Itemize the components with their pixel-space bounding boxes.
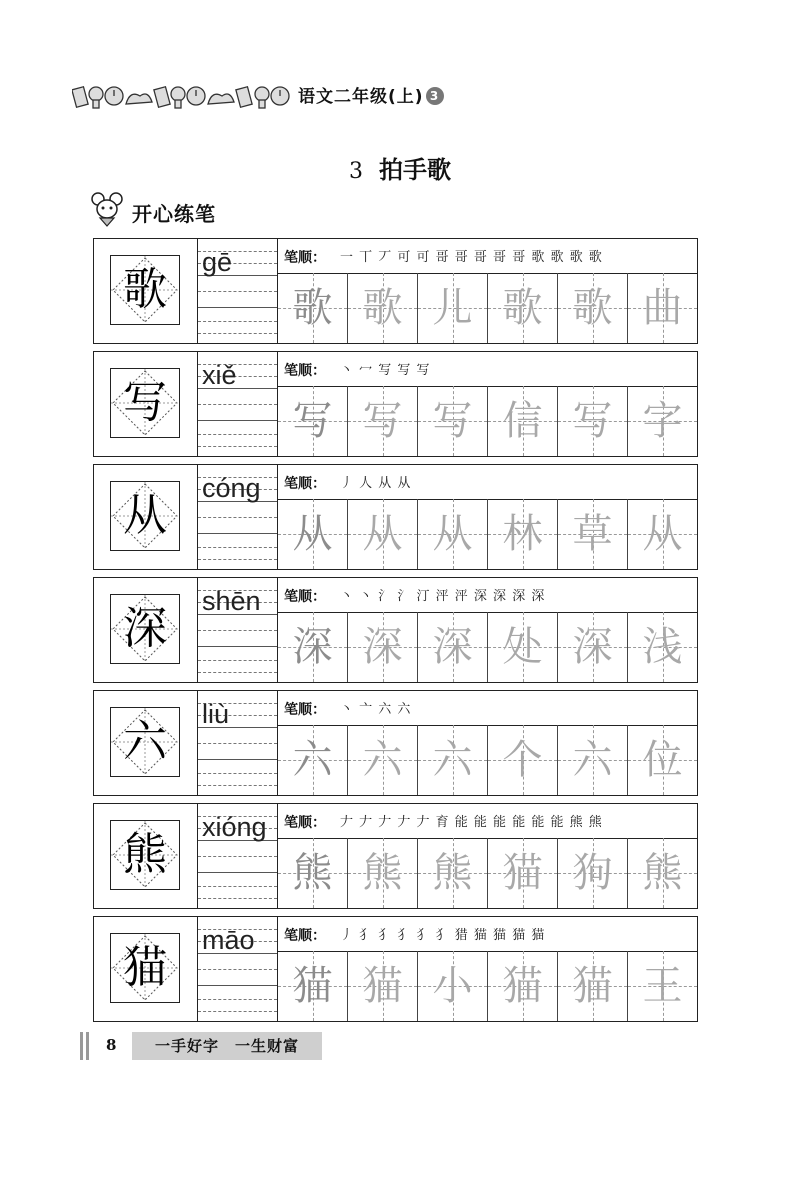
model-character-box — [110, 481, 180, 551]
page-footer — [80, 1032, 320, 1060]
model-character-box — [110, 368, 180, 438]
tracing-cell[interactable] — [418, 725, 488, 795]
practice-row — [93, 238, 698, 344]
pinyin-cell — [198, 804, 278, 908]
model-character-cell — [94, 917, 198, 1021]
tracing-character: 深 — [362, 624, 403, 670]
pinyin-guide-line — [198, 420, 277, 421]
tracing-grid — [278, 273, 697, 343]
stroke-order-label: 笔顺： — [284, 476, 326, 492]
tracing-cell[interactable] — [348, 612, 418, 682]
tracing-cell[interactable] — [628, 386, 697, 456]
tracing-character: 狗 — [572, 850, 613, 896]
pinyin-guide-line — [198, 333, 277, 334]
tracing-character: 六 — [362, 737, 403, 783]
book-title-text: 语文二年级(上) — [298, 87, 424, 107]
tracing-cell[interactable] — [278, 951, 348, 1021]
tracing-grid — [278, 386, 697, 456]
pinyin-guide-line — [198, 559, 277, 560]
practice-area — [278, 465, 697, 569]
practice-rows — [93, 238, 700, 1029]
stroke-order-label: 笔顺： — [284, 928, 326, 944]
tracing-character: 熊 — [642, 850, 683, 896]
tracing-cell[interactable] — [278, 612, 348, 682]
tracing-character: 写 — [572, 398, 613, 444]
tracing-cell[interactable] — [628, 725, 697, 795]
model-character: 歌 — [123, 264, 167, 315]
pinyin-guide-line — [198, 672, 277, 673]
tracing-character: 从 — [432, 511, 473, 557]
pinyin-guide-line — [198, 1011, 277, 1012]
pinyin-guide-line — [198, 743, 277, 744]
pinyin-guide-line — [198, 985, 277, 986]
tracing-character: 写 — [432, 398, 473, 444]
tracing-character: 六 — [292, 737, 333, 783]
stroke-sequence: 丶 亠 六 六 — [340, 702, 412, 717]
tracing-cell[interactable] — [348, 838, 418, 908]
practice-row — [93, 690, 698, 796]
pinyin-guide-line — [198, 291, 277, 292]
pinyin-text: liù — [202, 699, 230, 729]
footer-bar — [80, 1032, 83, 1060]
model-character-cell — [94, 239, 198, 343]
stroke-order — [278, 352, 697, 387]
stroke-sequence: 丶 丶 氵 氵 汀 泙 泙 深 深 深 深 — [340, 589, 546, 604]
tracing-grid — [278, 499, 697, 569]
practice-area — [278, 239, 697, 343]
tracing-cell[interactable] — [488, 725, 558, 795]
practice-row — [93, 803, 698, 909]
practice-row — [93, 464, 698, 570]
tracing-character: 猫 — [362, 963, 403, 1009]
stroke-order — [278, 578, 697, 613]
model-character-cell — [94, 578, 198, 682]
tracing-cell[interactable] — [558, 612, 628, 682]
model-character-cell — [94, 804, 198, 908]
tracing-cell[interactable] — [418, 386, 488, 456]
tracing-cell[interactable] — [488, 612, 558, 682]
stroke-sequence: 𠂇 𠂇 𠂇 𠂇 𠂇 育 能 能 能 能 能 能 熊 熊 — [340, 815, 603, 830]
tracing-character: 曲 — [642, 285, 683, 331]
model-character: 从 — [123, 490, 167, 541]
tracing-cell[interactable] — [488, 499, 558, 569]
tracing-cell[interactable] — [348, 951, 418, 1021]
pinyin-text: xióng — [202, 812, 267, 842]
practice-area — [278, 691, 697, 795]
tracing-cell[interactable] — [278, 386, 348, 456]
tracing-cell[interactable] — [488, 273, 558, 343]
stroke-order-label: 笔顺： — [284, 363, 326, 379]
stroke-order-label: 笔顺： — [284, 815, 326, 831]
tracing-grid — [278, 838, 697, 908]
stroke-order — [278, 917, 697, 952]
section-heading — [90, 188, 290, 232]
tracing-character: 个 — [502, 737, 543, 783]
model-character-box — [110, 594, 180, 664]
book-title — [298, 82, 444, 107]
tracing-character: 六 — [572, 737, 613, 783]
tracing-character: 歌 — [502, 285, 543, 331]
footer-bar — [86, 1032, 89, 1060]
pinyin-guide-line — [198, 517, 277, 518]
tracing-character: 熊 — [292, 850, 333, 896]
tracing-cell[interactable] — [348, 725, 418, 795]
tracing-cell[interactable] — [278, 838, 348, 908]
tracing-cell[interactable] — [348, 499, 418, 569]
tracing-character: 字 — [642, 398, 683, 444]
pinyin-guide-line — [198, 759, 277, 760]
tracing-cell[interactable] — [628, 612, 697, 682]
tracing-character: 信 — [502, 398, 543, 444]
lesson-number: 3 — [349, 159, 363, 184]
model-character-cell — [94, 691, 198, 795]
stroke-sequence: 一 丅 丆 可 可 哥 哥 哥 哥 哥 歌 歌 歌 歌 — [340, 250, 603, 265]
tracing-cell[interactable] — [348, 386, 418, 456]
pinyin-text: cóng — [202, 473, 261, 503]
model-character: 写 — [123, 377, 167, 428]
pinyin-guide-line — [198, 630, 277, 631]
model-character: 深 — [123, 603, 167, 654]
tracing-character: 深 — [292, 624, 333, 670]
tracing-character: 歌 — [292, 285, 333, 331]
book-header — [72, 80, 472, 116]
model-character-box — [110, 933, 180, 1003]
tracing-cell[interactable] — [278, 725, 348, 795]
tracing-cell[interactable] — [488, 951, 558, 1021]
pinyin-guide-line — [198, 660, 277, 661]
model-character: 猫 — [123, 942, 167, 993]
stroke-sequence: 丿 犭 犭 犭 犭 犭 猎 猫 猫 猫 猫 — [340, 928, 546, 943]
tracing-grid — [278, 725, 697, 795]
tracing-character: 熊 — [432, 850, 473, 896]
stroke-order — [278, 465, 697, 500]
tracing-character: 歌 — [572, 285, 613, 331]
pinyin-guide-line — [198, 999, 277, 1000]
decorative-icons-strip — [72, 80, 292, 112]
tracing-character: 写 — [362, 398, 403, 444]
tracing-character: 猫 — [572, 963, 613, 1009]
pinyin-cell — [198, 578, 278, 682]
tracing-cell[interactable] — [628, 838, 697, 908]
tracing-cell[interactable] — [558, 951, 628, 1021]
tracing-character: 深 — [432, 624, 473, 670]
pinyin-cell — [198, 239, 278, 343]
pinyin-text: shēn — [202, 586, 261, 616]
pinyin-guide-line — [198, 886, 277, 887]
pinyin-cell — [198, 465, 278, 569]
tracing-character: 浅 — [642, 624, 683, 670]
tracing-cell[interactable] — [558, 386, 628, 456]
practice-row — [93, 351, 698, 457]
decorative-icons — [72, 80, 292, 112]
pinyin-guide-line — [198, 785, 277, 786]
pinyin-text: māo — [202, 925, 255, 955]
tracing-character: 深 — [572, 624, 613, 670]
tracing-character: 处 — [502, 624, 543, 670]
model-character: 熊 — [123, 829, 167, 880]
tracing-cell[interactable] — [558, 838, 628, 908]
tracing-cell[interactable] — [278, 273, 348, 343]
pinyin-guide-line — [198, 547, 277, 548]
pinyin-cell — [198, 917, 278, 1021]
pinyin-guide-line — [198, 434, 277, 435]
section-title: 开心练笔 — [132, 202, 216, 226]
tracing-character: 写 — [292, 398, 333, 444]
tracing-cell[interactable] — [558, 273, 628, 343]
tracing-character: 猫 — [502, 963, 543, 1009]
tracing-cell[interactable] — [418, 951, 488, 1021]
pinyin-text: gē — [202, 247, 233, 277]
tracing-cell[interactable] — [628, 499, 697, 569]
tracing-cell[interactable] — [628, 273, 697, 343]
pinyin-guide-line — [198, 646, 277, 647]
tracing-character: 猫 — [502, 850, 543, 896]
pinyin-guide-line — [198, 307, 277, 308]
stroke-order-label: 笔顺： — [284, 250, 326, 266]
tracing-cell[interactable] — [558, 725, 628, 795]
stroke-order — [278, 804, 697, 839]
pinyin-guide-line — [198, 446, 277, 447]
tracing-character: 草 — [572, 511, 613, 557]
tracing-cell[interactable] — [348, 273, 418, 343]
tracing-grid — [278, 612, 697, 682]
tracing-character: 王 — [642, 963, 683, 1009]
tracing-character: 从 — [642, 511, 683, 557]
tracing-character: 位 — [642, 737, 683, 783]
tracing-character: 熊 — [362, 850, 403, 896]
tracing-character: 儿 — [432, 285, 473, 331]
model-character-cell — [94, 352, 198, 456]
tracing-cell[interactable] — [278, 499, 348, 569]
footer-motto: 一手好字 一生财富 — [132, 1032, 322, 1060]
practice-row — [93, 916, 698, 1022]
tracing-character: 从 — [362, 511, 403, 557]
pinyin-guide-line — [198, 533, 277, 534]
lesson-heading — [0, 150, 800, 185]
pinyin-text: xiě — [202, 360, 237, 390]
model-character-cell — [94, 465, 198, 569]
stroke-order-label: 笔顺： — [284, 589, 326, 605]
stroke-order — [278, 691, 697, 726]
practice-area — [278, 352, 697, 456]
pinyin-guide-line — [198, 969, 277, 970]
practice-area — [278, 578, 697, 682]
tracing-cell[interactable] — [418, 612, 488, 682]
stroke-sequence: 丶 冖 写 写 写 — [340, 363, 431, 378]
practice-row — [93, 577, 698, 683]
tracing-cell[interactable] — [488, 838, 558, 908]
pinyin-cell — [198, 691, 278, 795]
tracing-cell[interactable] — [628, 951, 697, 1021]
pinyin-guide-line — [198, 404, 277, 405]
practice-area — [278, 917, 697, 1021]
tracing-grid — [278, 951, 697, 1021]
tracing-character: 六 — [432, 737, 473, 783]
stroke-order-label: 笔顺： — [284, 702, 326, 718]
pinyin-guide-line — [198, 872, 277, 873]
tracing-character: 歌 — [362, 285, 403, 331]
model-character: 六 — [123, 716, 167, 767]
mouse-mascot-icon — [90, 190, 126, 228]
model-character-box — [110, 707, 180, 777]
tracing-character: 从 — [292, 511, 333, 557]
page-number: 8 — [106, 1036, 117, 1054]
model-character-box — [110, 255, 180, 325]
tracing-character: 林 — [502, 511, 543, 557]
tracing-cell[interactable] — [558, 499, 628, 569]
pinyin-cell — [198, 352, 278, 456]
stroke-sequence: 丿 人 从 从 — [340, 476, 412, 491]
tracing-cell[interactable] — [418, 499, 488, 569]
tracing-character: 小 — [432, 963, 473, 1009]
pinyin-guide-line — [198, 773, 277, 774]
model-character-box — [110, 820, 180, 890]
practice-area — [278, 804, 697, 908]
tracing-character: 猫 — [292, 963, 333, 1009]
pinyin-guide-line — [198, 898, 277, 899]
book-number-badge: 3 — [426, 87, 444, 105]
lesson-title: 拍手歌 — [379, 155, 451, 184]
pinyin-guide-line — [198, 856, 277, 857]
stroke-order — [278, 239, 697, 274]
tracing-cell[interactable] — [488, 386, 558, 456]
pinyin-guide-line — [198, 321, 277, 322]
tracing-cell[interactable] — [418, 273, 488, 343]
tracing-cell[interactable] — [418, 838, 488, 908]
